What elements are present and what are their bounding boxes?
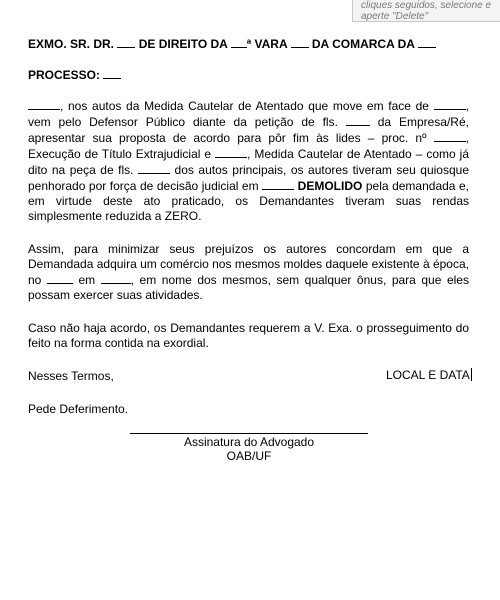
paragraph-1-text-6: dos autos principais, os autores tiveram seu quiosque penhorado por força de decisão judicial em (28, 163, 470, 193)
blank-field[interactable] (418, 36, 436, 48)
blank-field[interactable] (47, 272, 73, 284)
closing-terms: Nesses Termos, (28, 369, 114, 383)
blank-field[interactable] (434, 130, 466, 142)
paragraph-1-text-7: pela demandada e, em virtude deste ato praticado, os Demandantes tiveram suas rendas simplesmente reduzida a ZERO. (28, 179, 469, 223)
paragraph-1-text-1: , nos autos da Medida Cautelar de Atentado que move em face de (60, 99, 429, 113)
instruction-line-1: cliques seguidos, selecione e (361, 0, 492, 11)
heading-text-1: EXMO. SR. DR. (28, 37, 115, 51)
text-cursor (471, 368, 472, 381)
heading-text-4: DA COMARCA DA (311, 37, 415, 51)
instruction-tooltip (352, 0, 500, 22)
local-date-field[interactable] (386, 368, 472, 383)
blank-field[interactable] (215, 146, 247, 158)
paragraph-1-text-3: da Empresa/Ré, apresentar sua proposta de acordo para pôr fim às lides – proc. nº (28, 115, 469, 145)
paragraph-1-text-2: , vem pelo Defensor Público diante da petição de fls. (28, 99, 469, 129)
paragraph-1-text-4: , Execução de Título Extrajudicial e (28, 131, 469, 161)
blank-field[interactable] (103, 67, 121, 79)
paragraph-2-text-3: , em nome dos mesmos, sem qualquer ônus, para que eles possam exercer suas atividades. (28, 273, 469, 302)
closing-request: Pede Deferimento. (28, 402, 129, 416)
blank-field[interactable] (291, 36, 309, 48)
paragraph-1-bold: DEMOLIDO (297, 179, 363, 193)
paragraph-2-text-1: Assim, para minimizar seus prejuízos os autores concordam em que a Demandada adquira um comércio nos mesmos moldes daquele existente à época, no (28, 242, 469, 287)
signature-name: Assinatura do Advogado (183, 435, 315, 449)
paragraph-2-text-2: em (78, 273, 96, 287)
paragraph-2 (28, 242, 469, 303)
signature-block (130, 435, 368, 463)
blank-field[interactable] (434, 98, 466, 110)
signature-line (130, 433, 368, 434)
blank-field[interactable] (231, 36, 247, 48)
signature-oab: OAB/UF (226, 449, 272, 463)
blank-field[interactable] (117, 36, 135, 48)
document-body[interactable] (28, 36, 469, 417)
heading-text-3: ª VARA (246, 37, 288, 51)
paragraph-1 (28, 98, 469, 224)
blank-field[interactable] (138, 162, 170, 174)
process-label: PROCESSO: (28, 68, 101, 82)
blank-field[interactable] (346, 114, 370, 126)
blank-field[interactable] (28, 98, 60, 110)
paragraph-3: Caso não haja acordo, os Demandantes requerem a V. Exa. o prosseguimento do feito na forma contida na exordial. (28, 321, 469, 350)
document-heading (28, 36, 469, 52)
process-line (28, 67, 469, 83)
blank-field[interactable] (101, 272, 131, 284)
paragraph-1-text-5: , Medida Cautelar de Atentado – como já dito na peça de fls. (28, 147, 469, 177)
blank-field[interactable] (262, 178, 294, 190)
local-date-text: LOCAL E DATA (386, 368, 470, 382)
heading-text-2: DE DIREITO DA (138, 37, 228, 51)
instruction-line-2: aperte "Delete" (361, 11, 429, 22)
